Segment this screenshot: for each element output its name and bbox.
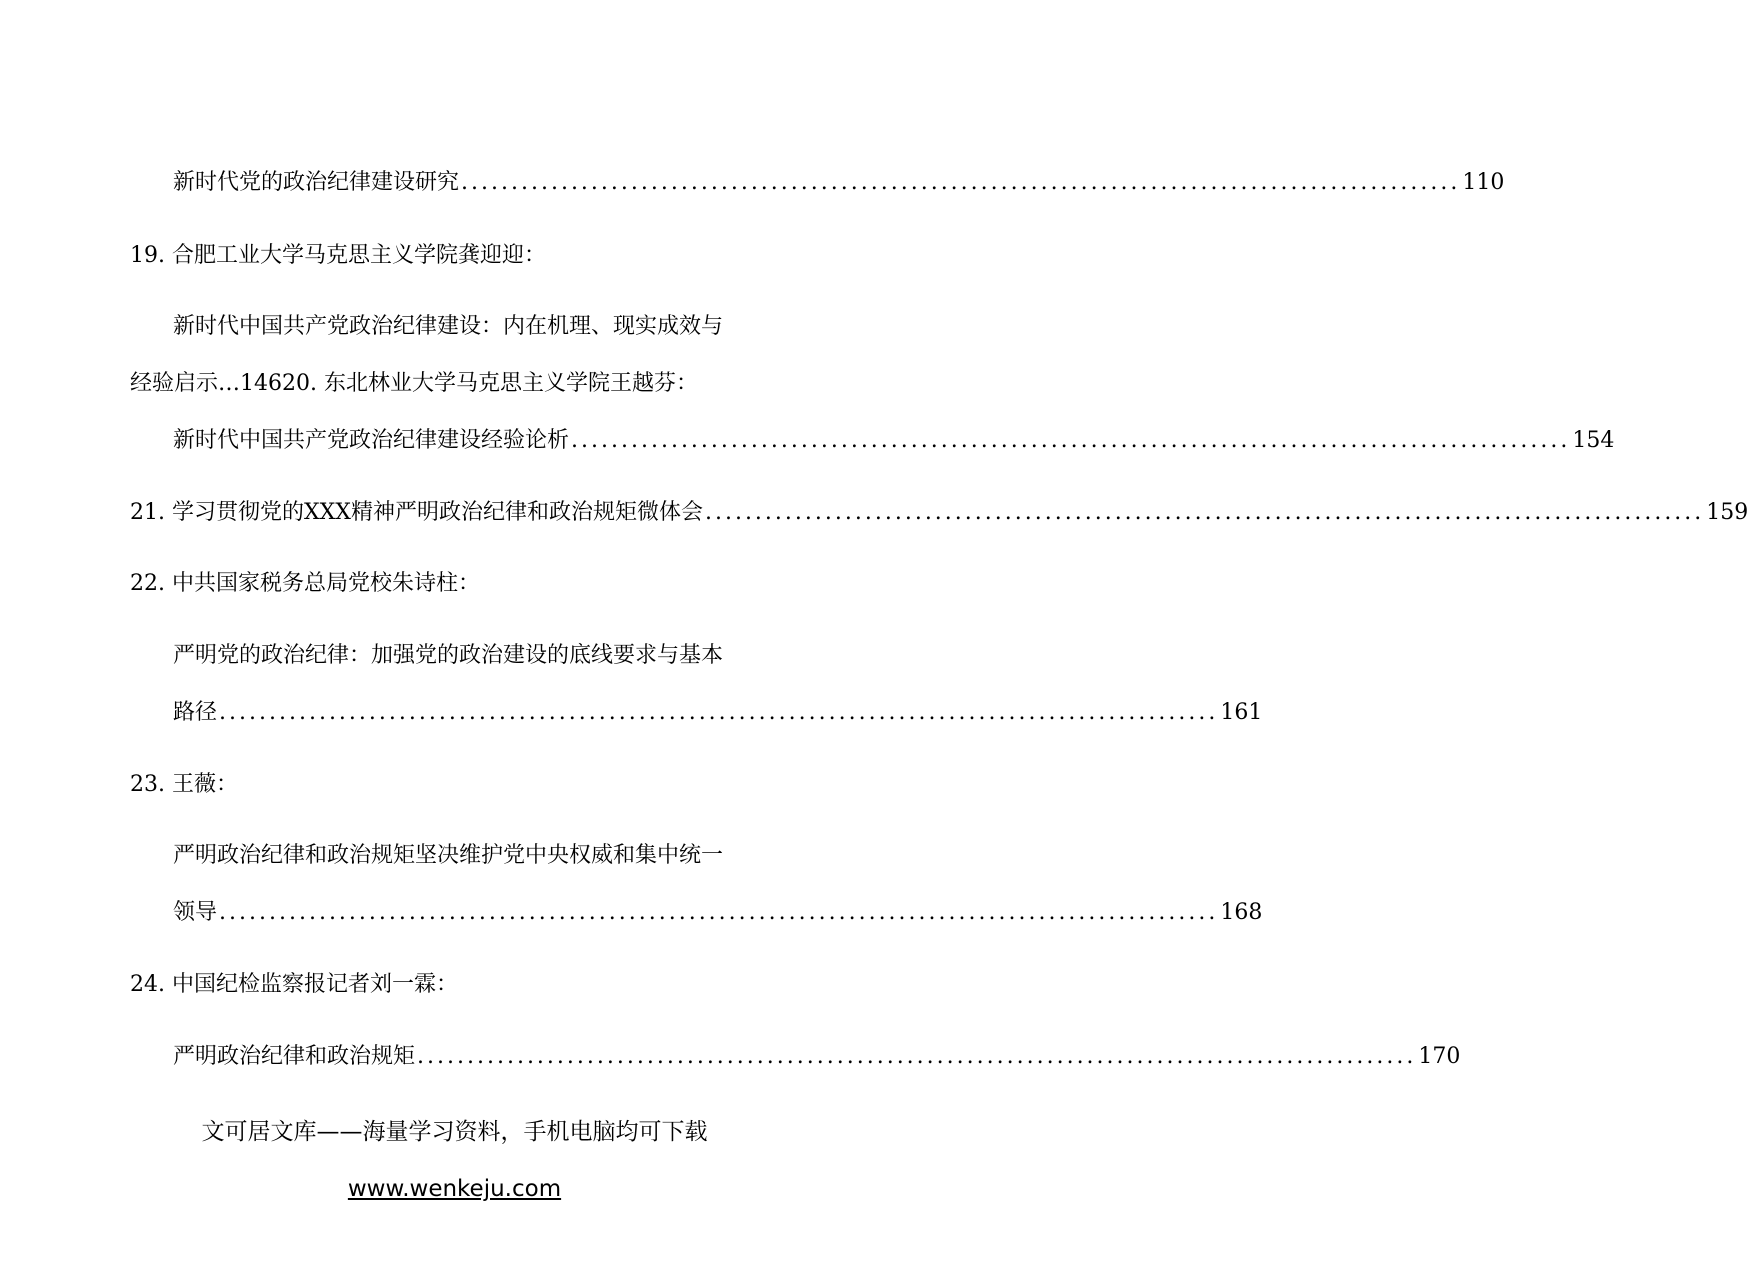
- toc-entry-21[interactable]: [130, 498, 1748, 528]
- footer-url-line: [0, 1174, 909, 1204]
- dot-leader: ....................................................................................................: [461, 170, 1461, 195]
- dot-leader: ....................................................................................................: [571, 428, 1571, 453]
- toc-entry-title: 路径: [173, 700, 218, 725]
- toc-entry-19-title-line2[interactable]: 经验启示…14620. 东北林业大学马克思主义学院王越芬：: [130, 371, 698, 396]
- toc-entry-23-heading: 23. 王薇：: [130, 772, 238, 797]
- toc-entry-title: 严明政治纪律和政治规矩: [173, 1044, 416, 1069]
- dot-leader: ....................................................................................................: [219, 900, 1219, 925]
- toc-entry-24-title[interactable]: [173, 1042, 1461, 1072]
- toc-page-number: 159: [1706, 500, 1748, 525]
- toc-entry-19-title-line1[interactable]: 新时代中国共产党政治纪律建设：内在机理、现实成效与: [173, 314, 724, 339]
- toc-page-number: 168: [1220, 900, 1263, 925]
- toc-entry-22-heading: 22. 中共国家税务总局党校朱诗柱：: [130, 571, 480, 596]
- footer-slogan: 文可居文库——海量学习资料，手机电脑均可下载: [201, 1119, 708, 1145]
- toc-entry-23-title-line1[interactable]: 严明政治纪律和政治规矩坚决维护党中央权威和集中统一: [173, 843, 724, 868]
- toc-entry-title: 21. 学习贯彻党的XXX精神严明政治纪律和政治规矩微体会: [130, 500, 703, 525]
- toc-entry-18-title[interactable]: [173, 168, 1505, 198]
- toc-entry-title: 新时代中国共产党政治纪律建设经验论析: [173, 428, 570, 453]
- toc-page-number: 154: [1572, 428, 1615, 453]
- dot-leader: ....................................................................................................: [219, 700, 1219, 725]
- toc-entry-title: 领导: [173, 900, 218, 925]
- toc-entry-title: 新时代党的政治纪律建设研究: [173, 170, 460, 195]
- dot-leader: ....................................................................................................: [417, 1044, 1417, 1069]
- toc-page-number: 170: [1418, 1044, 1461, 1069]
- toc-entry-22-title-line2[interactable]: [173, 698, 1263, 728]
- toc-page-number: 110: [1462, 170, 1505, 195]
- dot-leader: ....................................................................................................: [704, 500, 1705, 525]
- footer-url-link[interactable]: www.wenkeju.com: [347, 1176, 562, 1202]
- toc-entry-22-title-line1[interactable]: 严明党的政治纪律：加强党的政治建设的底线要求与基本: [173, 643, 724, 668]
- toc-page-number: 161: [1220, 700, 1263, 725]
- toc-entry-23-title-line2[interactable]: [173, 898, 1263, 928]
- toc-entry-24-heading: 24. 中国纪检监察报记者刘一霖：: [130, 972, 458, 997]
- toc-entry-19-heading: 19. 合肥工业大学马克思主义学院龚迎迎：: [130, 243, 546, 268]
- toc-entry-20-title[interactable]: [173, 426, 1615, 456]
